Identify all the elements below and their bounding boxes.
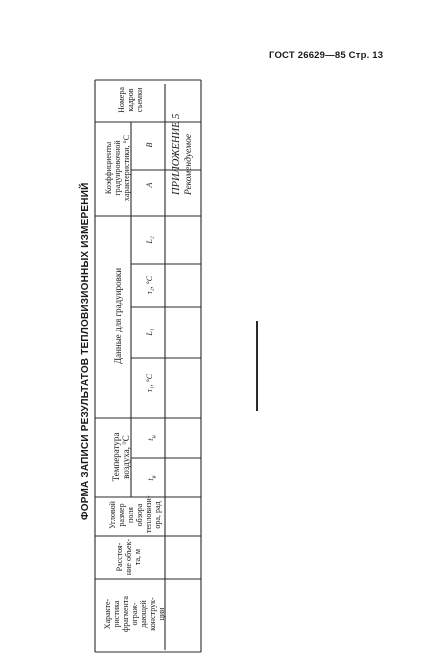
gost-number: 26629—85 [297,50,346,61]
appendix-note: Рекомендуемое [184,133,194,195]
header-view-angle: Угловой размер поля обзора тепловизи- ора, рад [108,495,162,533]
header-distance: Расстоя- ние объек- та, м [115,538,142,576]
form-title: ФОРМА ЗАПИСИ РЕЗУЛЬТАТОВ ТЕПЛОВИЗИОННЫХ ИЗМЕРЕНИЙ [80,182,91,520]
calib-l1: L₁ [145,328,154,336]
header-characteristic-cont: дающей конструк- ции [139,597,166,631]
header-coefficients: Коэффициенты градуировочной характеристики, °С [104,134,131,202]
calib-l2: L₂ [145,236,154,244]
coef-a: A [145,182,154,188]
header-calibration: Данные для градуировки [113,267,123,365]
calib-tau2: τ₂, °С [145,275,154,295]
header-frame-numbers: Номера кадров съемки [117,87,144,113]
temp-inner: $t_в$ [146,475,158,481]
coef-b: B [145,142,154,148]
gost-label: ГОСТ [269,50,295,61]
header-air-temperature: Температура воздуха, °С [111,432,131,482]
calib-tau1: τ₁, °С [145,373,154,393]
margin-mark [256,321,258,411]
page-number: Стр. 13 [348,50,384,61]
header-characteristic: Характе- ристика фрагмента ограж- [103,596,139,632]
appendix-title: ПРИЛОЖЕНИЕ 5 [171,113,182,195]
temp-outer: $t_н$ [146,435,158,441]
